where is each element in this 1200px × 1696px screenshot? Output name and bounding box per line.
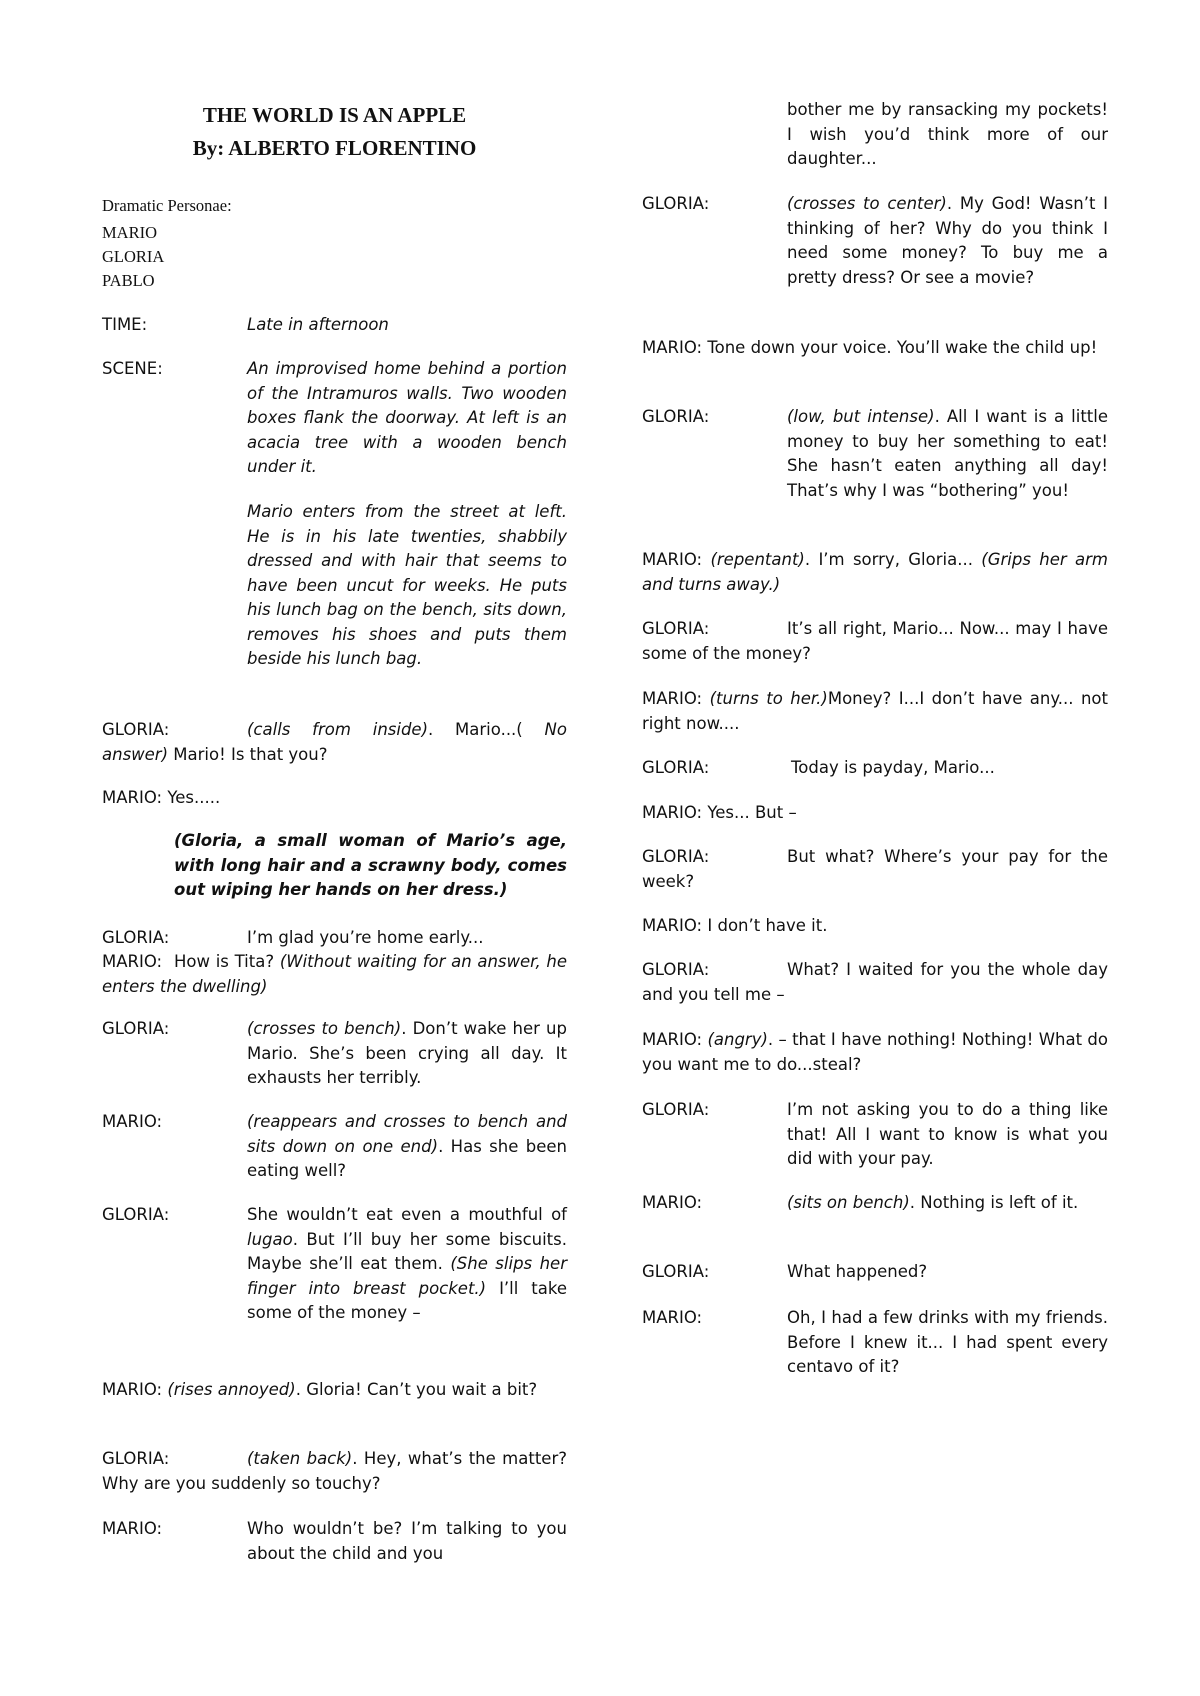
- speaker: GLORIA:: [102, 1205, 170, 1224]
- line-gloria-7: [642, 405, 1108, 503]
- line-gloria-6: [642, 192, 1108, 290]
- dialogue: How is Tita?: [174, 952, 280, 971]
- speaker: GLORIA:: [642, 619, 710, 638]
- line-mario-11: [642, 1028, 1108, 1077]
- dialogue: . Nothing is left of it.: [909, 1193, 1079, 1212]
- speaker: MARIO:: [102, 1380, 168, 1399]
- line-mario-6: MARIO: Tone down your voice. You’ll wake the child up!: [642, 338, 1098, 357]
- stage-direction: (crosses to center): [787, 194, 947, 213]
- stage-direction: (low, but intense): [787, 407, 935, 426]
- byline: By: ALBERTO FLORENTINO: [192, 136, 477, 160]
- line-gloria-12: [642, 1098, 1108, 1172]
- dialogue: Mario! Is that you?: [168, 744, 328, 764]
- dialogue: Money? I...I don’t have any... not right now....: [642, 689, 1108, 733]
- time-row: [102, 313, 567, 338]
- stage-direction: (Without waiting for an answer, he enters the dwelling): [102, 952, 568, 996]
- scene-description-2: Mario enters from the street at left. He is in his late twenties, shabbily dressed and with hair that seems to have been uncut for weeks. He puts his lunch bag on the bench, sits down, removes his shoes and puts them beside his lunch bag.: [247, 502, 567, 668]
- line-mario-9: MARIO: Yes... But –: [642, 803, 797, 822]
- line-mario-12: [642, 1191, 1108, 1216]
- stage-direction: (angry): [707, 1030, 768, 1049]
- speaker: MARIO:: [102, 952, 163, 971]
- speaker: GLORIA:: [642, 194, 710, 213]
- stage-direction: (crosses to bench): [247, 1019, 402, 1038]
- speaker: MARIO:: [102, 1112, 163, 1131]
- speaker: GLORIA:: [642, 758, 710, 777]
- stage-direction: (Grips her arm and turns away.): [642, 550, 1108, 594]
- speaker: MARIO:: [642, 550, 711, 569]
- speaker: MARIO:: [642, 689, 710, 708]
- line-gloria-3: [102, 1017, 567, 1091]
- dialogue: . Don’t wake her up Mario. She’s been crying all day. It exhausts her terribly.: [247, 1019, 567, 1087]
- stage-direction: (taken back): [247, 1449, 353, 1468]
- dialogue: But what? Where’s your pay for the week?: [642, 847, 1108, 891]
- speaker: MARIO:: [642, 1193, 703, 1212]
- dialogue: She wouldn’t eat even a mouthful of: [247, 1205, 567, 1224]
- time-label: TIME:: [102, 315, 148, 334]
- stage-direction: (reappears and crosses to bench and sits down on one end): [247, 1112, 567, 1156]
- personae-label: Dramatic Personae:: [102, 196, 232, 215]
- persona-gloria: GLORIA: [102, 247, 165, 266]
- speaker: MARIO:: [102, 1519, 163, 1538]
- line-mario-4: [102, 1378, 567, 1403]
- line-mario-13: [642, 1306, 1108, 1380]
- emphasis: lugao: [247, 1229, 293, 1249]
- dialogue: It’s all right, Mario... Now... may I have some of the money?: [642, 619, 1108, 663]
- line-mario-10: MARIO: I don’t have it.: [642, 916, 828, 935]
- dialogue: I’m glad you’re home early...: [247, 928, 484, 947]
- line-gloria-2: [102, 926, 567, 951]
- dialogue: . But I’ll buy her some biscuits. Maybe she’ll eat them.: [247, 1229, 567, 1273]
- speaker: GLORIA:: [102, 1019, 170, 1038]
- page-title: THE WORLD IS AN APPLE: [202, 103, 467, 127]
- stage-direction: (sits on bench): [787, 1193, 910, 1212]
- scene-row: [102, 357, 567, 480]
- dialogue: Who wouldn’t be? I’m talking to you about the child and you: [247, 1519, 567, 1563]
- line-mario-7: [642, 548, 1108, 597]
- persona-pablo: PABLO: [102, 271, 155, 290]
- dialogue: I’ll take some of the money –: [247, 1278, 568, 1322]
- stage-direction: (rises annoyed): [167, 1380, 296, 1399]
- line-mario-1: MARIO: Yes.....: [102, 788, 221, 807]
- dialogue: . I’m sorry, Gloria...: [804, 550, 982, 569]
- speaker: MARIO:: [642, 1030, 708, 1049]
- line-gloria-11: [642, 958, 1108, 1007]
- dialogue: . – that I have nothing! Nothing! What do you want me to do...steal?: [642, 1030, 1108, 1074]
- stage-direction: (She slips her finger into breast pocket.): [247, 1254, 567, 1298]
- stage-direction: No answer): [102, 720, 567, 764]
- dialogue: . Hey, what’s the matter? Why are you suddenly so touchy?: [102, 1449, 567, 1493]
- dialogue: Oh, I had a few drinks with my friends. Before I knew it... I had spent every centavo of it?: [787, 1308, 1108, 1376]
- dialogue: . Mario...(: [428, 720, 545, 739]
- speaker: GLORIA:: [102, 928, 170, 947]
- time-value: Late in afternoon: [247, 315, 389, 334]
- persona-mario: MARIO: [102, 223, 158, 242]
- line-gloria-1: [102, 718, 567, 767]
- scene-description-1: An improvised home behind a portion of the Intramuros walls. Two wooden boxes flank the doorway. At left is an acacia tree with a wooden bench under it.: [247, 359, 567, 476]
- line-gloria-9: [642, 756, 1108, 781]
- dialogue: . My God! Wasn’t I thinking of her? Why do you think I need some money? To buy me a pretty dress? Or see a movie?: [787, 194, 1109, 287]
- speaker: GLORIA:: [642, 407, 710, 426]
- line-mario-3: [102, 1110, 567, 1184]
- line-gloria-10: [642, 845, 1108, 894]
- line-mario-5: [102, 1517, 567, 1566]
- dialogue: Today is payday, Mario...: [791, 758, 995, 777]
- line-mario-5-cont: [642, 98, 1108, 172]
- dialogue: What? I waited for you the whole day and you tell me –: [642, 960, 1108, 1004]
- line-gloria-5: [102, 1447, 567, 1496]
- scene-label: SCENE:: [102, 359, 163, 378]
- dialogue: What happened?: [787, 1262, 928, 1281]
- stage-direction: (Gloria, a small woman of Mario’s age, with long hair and a scrawny body, comes out wiping her hands on her dress.): [174, 831, 567, 899]
- dialogue: bother me by ransacking my pockets! I wish you’d think more of our daughter...: [787, 100, 1108, 168]
- speaker: MARIO:: [642, 1308, 703, 1327]
- speaker: GLORIA:: [102, 1449, 170, 1468]
- dialogue: . All I want is a little money to buy her something to eat! She hasn’t eaten anything all day! That’s why I was “bothering” you!: [787, 407, 1108, 500]
- line-gloria-8: [642, 617, 1108, 666]
- stage-direction: (turns to her.): [709, 689, 828, 708]
- dialogue: . Has she been eating well?: [247, 1136, 567, 1180]
- scene-row-2: [102, 500, 567, 672]
- speaker: GLORIA:: [642, 960, 710, 979]
- speaker: GLORIA:: [642, 1262, 710, 1281]
- line-mario-2: [102, 950, 567, 999]
- line-mario-8: [642, 687, 1108, 736]
- dialogue: I’m not asking you to do a thing like that! All I want to know is what you did with your pay.: [787, 1100, 1108, 1168]
- line-gloria-13: [642, 1260, 1108, 1285]
- speaker: GLORIA:: [642, 1100, 710, 1119]
- line-gloria-4: [102, 1203, 567, 1326]
- stage-direction: (calls from inside): [247, 720, 429, 739]
- stage-direction: (repentant): [710, 550, 805, 569]
- dialogue: . Gloria! Can’t you wait a bit?: [295, 1380, 538, 1399]
- stage-direction-block: [174, 829, 567, 903]
- speaker: GLORIA:: [642, 847, 710, 866]
- speaker: GLORIA:: [102, 720, 170, 739]
